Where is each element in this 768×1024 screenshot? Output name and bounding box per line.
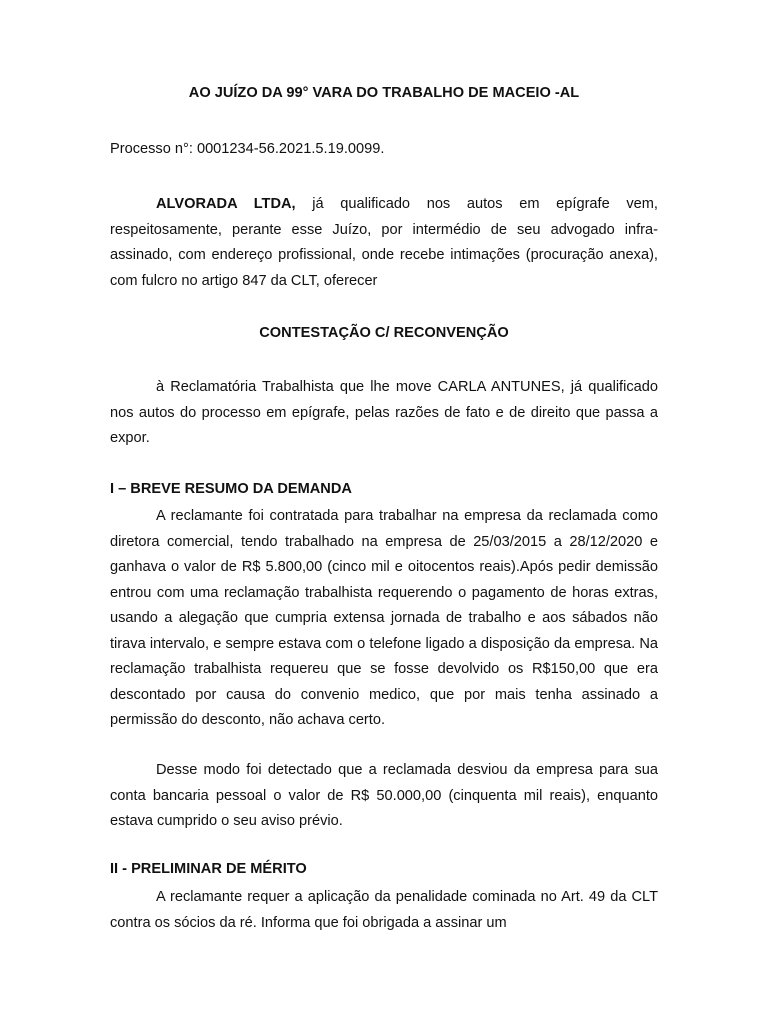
- party-name: ALVORADA LTDA,: [156, 196, 296, 212]
- process-number: Processo n°: 0001234-56.2021.5.19.0099.: [110, 141, 385, 157]
- section-1-heading: I – BREVE RESUMO DA DEMANDA: [110, 481, 352, 497]
- document-title: CONTESTAÇÃO C/ RECONVENÇÃO: [259, 325, 509, 341]
- against-paragraph: à Reclamatória Trabalhista que lhe move CARLA ANTUNES, já qualificado nos autos do processo em epígrafe, pelas razões de fato e de direito que passa a expor.: [110, 379, 658, 446]
- intro-paragraph: [110, 192, 658, 294]
- section-1-paragraph-2: Desse modo foi detectado que a reclamada desviou da empresa para sua conta bancaria pessoal o valor de R$ 50.000,00 (cinquenta mil reais), enquanto estava cumprido o seu aviso prévio.: [110, 762, 658, 829]
- section-2-heading: II - PRELIMINAR DE MÉRITO: [110, 861, 307, 877]
- section-2-paragraph-1: A reclamante requer a aplicação da penalidade cominada no Art. 49 da CLT contra os sócios da ré. Informa que foi obrigada a assinar um: [110, 889, 658, 931]
- addressee-heading: AO JUÍZO DA 99° VARA DO TRABALHO DE MACEIO -AL: [188, 85, 580, 101]
- section-1-paragraph-1: A reclamante foi contratada para trabalhar na empresa da reclamada como diretora comercial, tendo trabalhado na empresa de 25/03/2015 a 28/12/2020 e ganhava o valor de R$ 5.800,00 (cinco mil e oitocentos reais).Após pedir demissão entrou com uma reclamação trabalhista requerendo o pagamento de horas extras, usando a alegação que cumpria extensa jornada de trabalho e aos sábados não tirava intervalo, e sempre estava com o telefone ligado a disposição da empresa. Na reclamação trabalhista requereu que se fosse devolvido os R$150,00 que era descontado por causa do convenio medico, que por mais tenha assinado a permissão do desconto, não achava certo.: [110, 508, 658, 728]
- intro-text: já qualificado nos autos em epígrafe vem, respeitosamente, perante esse Juízo, por intermédio de seu advogado infra-assinado, com endereço profissional, onde recebe intimações (procuração anexa), com fulcro no artigo 847 da CLT, oferecer: [110, 196, 658, 289]
